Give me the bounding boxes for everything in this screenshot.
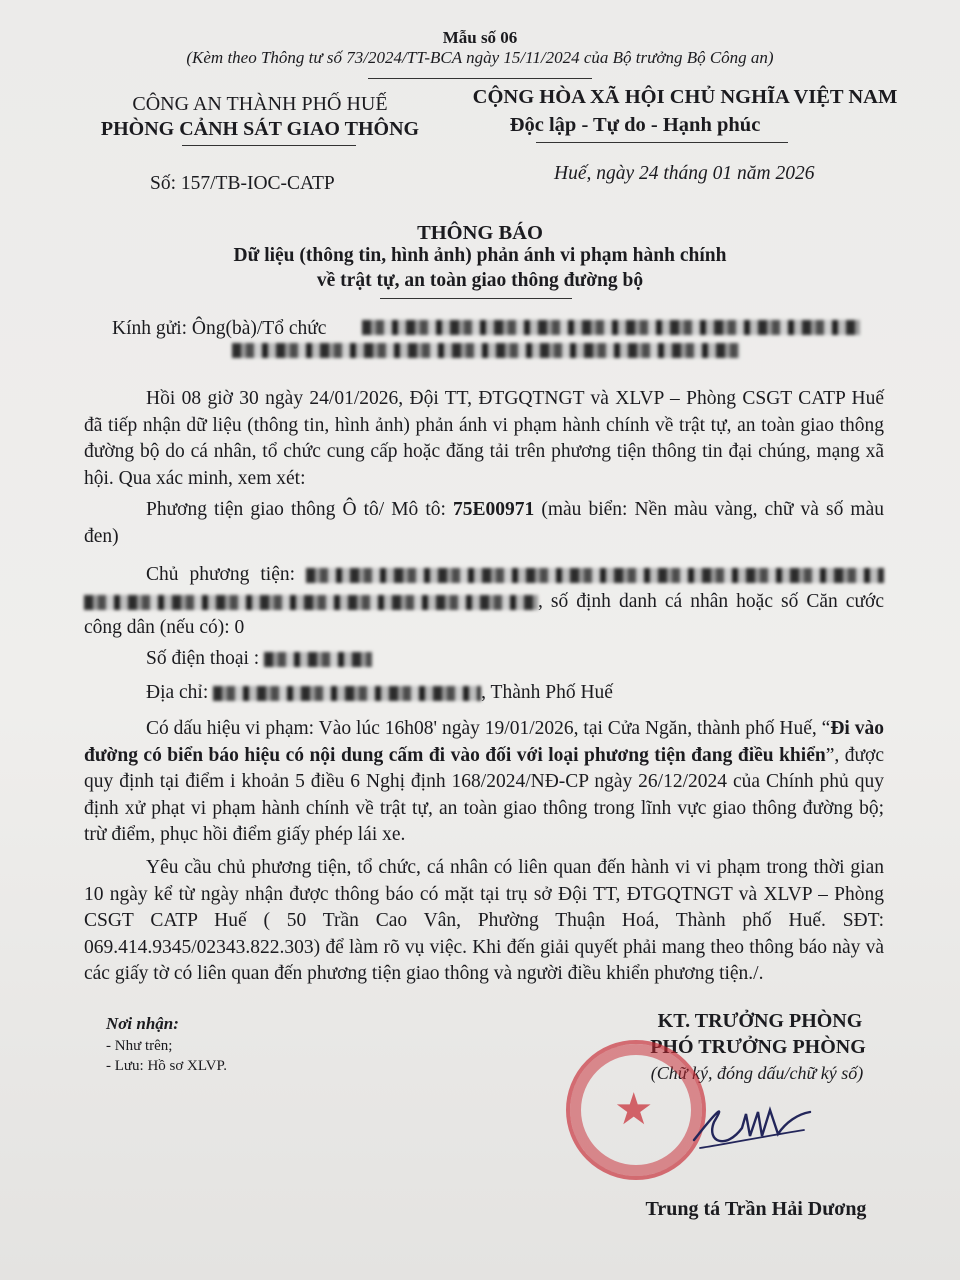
divider [182,145,356,146]
divider [536,142,788,143]
redacted-owner [84,595,538,610]
receivers-title: Nơi nhận: [106,1014,179,1033]
signature-authority: KT. TRƯỞNG PHÒNG [657,1010,863,1032]
phone-label: Số điện thoại : [146,648,265,669]
owner-paragraph [84,562,884,642]
license-plate: 75E00971 [453,499,535,520]
redacted-recipient [232,343,740,358]
owner-id-text: , số định danh cá nhân hoặc số Căn cước công dân (nếu có): 0 [84,590,884,638]
signature-position: PHÓ TRƯỞNG PHÒNG [650,1036,866,1058]
handwritten-signature [686,1092,816,1162]
legal-basis: (Kèm theo Thông tư số 73/2024/TT-BCA ngày 15/11/2024 của Bộ trưởng Bộ Công an) [186,48,774,67]
department-name: PHÒNG CẢNH SÁT GIAO THÔNG [100,118,420,140]
address-label: Địa chỉ: [146,682,214,703]
divider [380,298,572,299]
national-motto: Độc lập - Tự do - Hạnh phúc [509,114,761,136]
redacted-recipient [362,320,860,335]
phone-line [84,646,884,673]
agency-name: CÔNG AN THÀNH PHỐ HUẾ [132,93,388,115]
violation-description: Đi vào đường có biển báo hiệu có nội dung cấm đi vào đối với loại phương tiện đang điều khiển [84,718,885,766]
official-seal [566,1040,706,1180]
divider [368,78,592,79]
address-city: , Thành Phố Huế [481,682,613,703]
national-title: CỘNG HÒA XÃ HỘI CHỦ NGHĨA VIỆT NAM [472,86,898,108]
receiver-item: - Lưu: Hồ sơ XLVP. [106,1058,227,1074]
address-line [84,680,884,707]
document-subtitle-line1: Dữ liệu (thông tin, hình ảnh) phản ánh vi phạm hành chính [233,245,727,266]
redacted-phone [264,652,372,667]
plate-color: (màu biển: Nền màu vàng, chữ và số màu đen) [84,499,884,547]
intro-paragraph: Hồi 08 giờ 30 ngày 24/01/2026, Đội TT, ĐTGQTNGT và XLVP – Phòng CSGT CATP Huế đã tiếp nhận dữ liệu (thông tin, hình ảnh) phản ánh vi phạm hành chính về trật tự, an toàn giao thông đường bộ do cá nhân, tổ chức cung cấp hoặc đăng tải trên phương tiện thông tin đại chúng, mạng xã hội. Qua xác minh, xem xét: [84,388,884,489]
violation-paragraph [84,716,884,849]
signer-name: Trung tá Trần Hải Dương [645,1198,867,1220]
signature-note: (Chữ ký, đóng dấu/chữ ký số) [650,1063,864,1083]
document-title: THÔNG BÁO [417,222,543,244]
owner-label: Chủ phương tiện: [146,564,306,585]
vehicle-label: Phương tiện giao thông Ô tô/ Mô tô: [146,499,454,520]
recipient-label: Kính gửi: Ông(bà)/Tổ chức [112,318,327,339]
redacted-address [213,686,481,701]
place-date: Huế, ngày 24 tháng 01 năm 2026 [554,163,815,184]
form-number: Mẫu số 06 [442,28,518,47]
violation-intro: Có dấu hiệu vi phạm: Vào lúc 16h08' ngày 19/01/2026, tại Cửa Ngăn, thành phố Huế, “ [146,718,831,739]
vehicle-paragraph [84,497,884,550]
receiver-item: - Như trên; [106,1038,173,1054]
seal-star-icon: ★ [614,1084,654,1135]
document-subtitle-line2: về trật tự, an toàn giao thông đường bộ [316,270,644,291]
violation-legal-basis: ”, được quy định tại điểm i khoản 5 điều 6 Nghị định 168/2024/NĐ-CP ngày 26/12/2024 của Chính phủ quy định xử phạt vi phạm hành chính về trật tự, an toàn giao thông trong lĩnh vực giao thông đường bộ; trừ điểm, phục hồi điểm giấy phép lái xe. [84,744,884,845]
redacted-owner [306,568,884,583]
request-paragraph: Yêu cầu chủ phương tiện, tổ chức, cá nhân có liên quan đến hành vi vi phạm trong thời gian 10 ngày kể từ ngày nhận được thông báo có mặt tại trụ sở Đội TT, ĐTGQTNGT và XLVP – Phòng CSGT CATP Huế ( 50 Trần Cao Vân, Phường Thuận Hoá, Thành phố Huế. SĐT: 069.414.9345/02343.822.303) để làm rõ vụ việc. Khi đến giải quyết phải mang theo thông báo này và các giấy tờ có liên quan đến phương tiện giao thông và người điều khiển phương tiện./. [84,857,884,984]
document-number: Số: 157/TB-IOC-CATP [150,173,335,194]
